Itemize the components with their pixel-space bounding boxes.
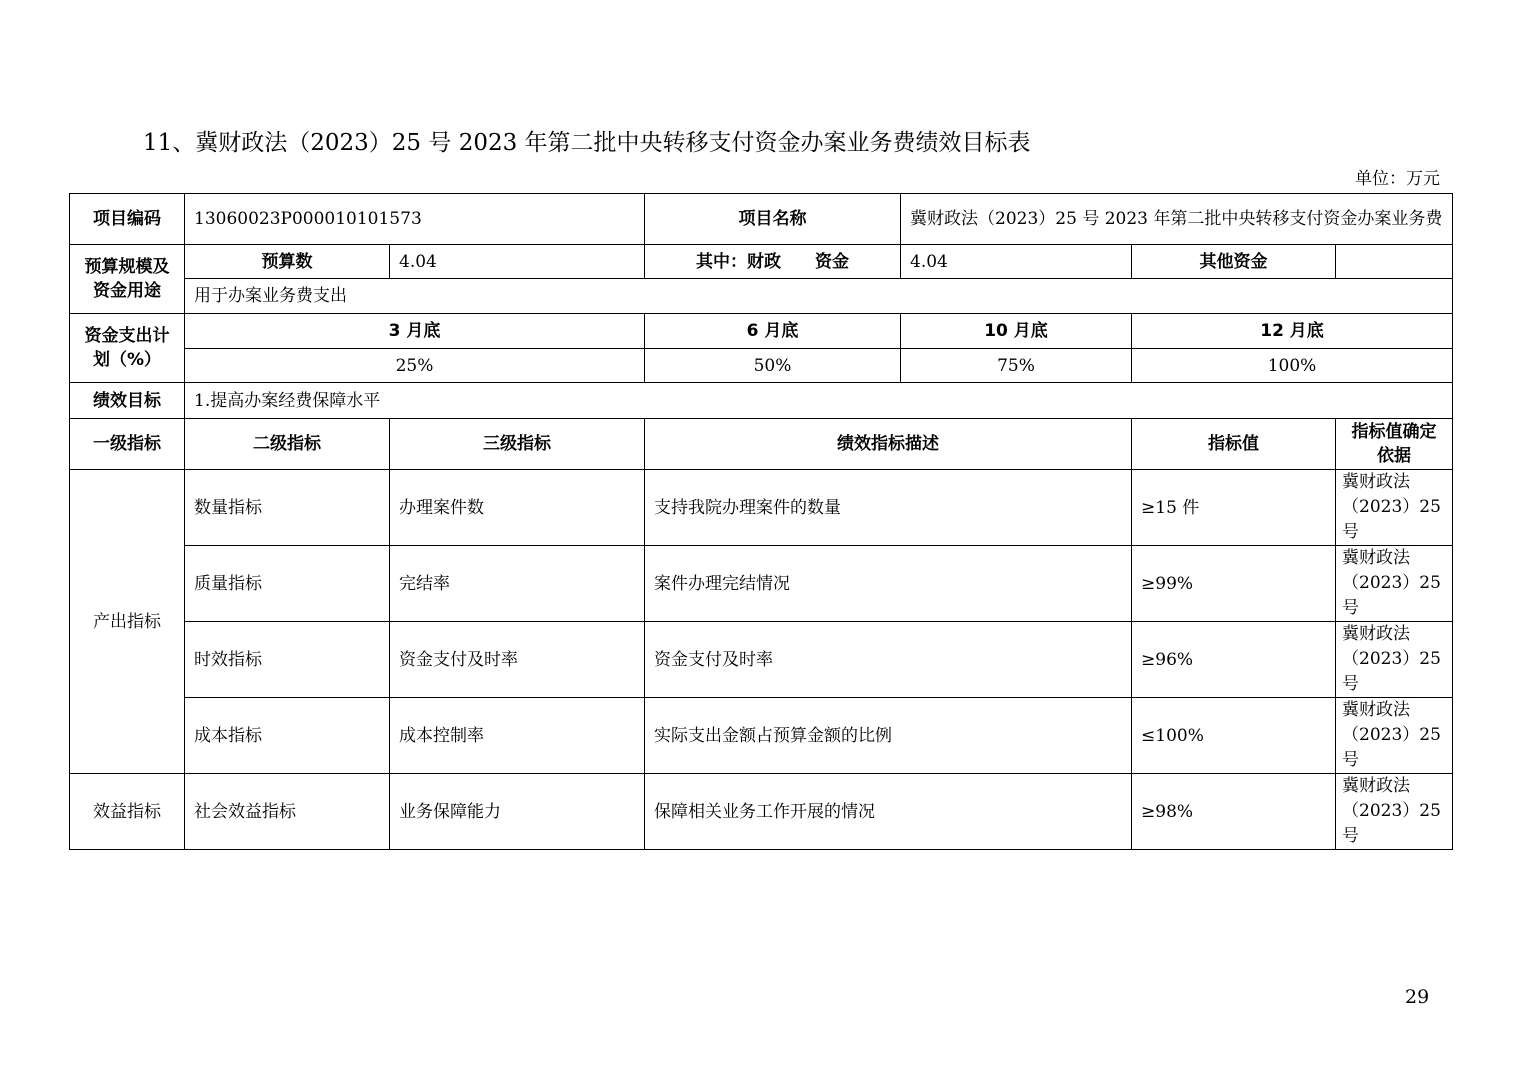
plan-value-december: 100% bbox=[1132, 349, 1453, 383]
level2-cell: 成本指标 bbox=[185, 698, 390, 774]
level2-cell: 时效指标 bbox=[185, 622, 390, 698]
plan-month-december: 12 月底 bbox=[1132, 314, 1453, 349]
level1-benefit: 效益指标 bbox=[70, 774, 185, 850]
level1-output: 产出指标 bbox=[70, 470, 185, 774]
project-code-value: 13060023P000010101573 bbox=[185, 194, 645, 245]
performance-target-table bbox=[69, 193, 1453, 850]
level3-cell: 资金支付及时率 bbox=[390, 622, 645, 698]
value-cell: ≥15 件 bbox=[1132, 470, 1336, 546]
level2-cell: 质量指标 bbox=[185, 546, 390, 622]
basis-cell: 冀财政法（2023）25 号 bbox=[1336, 698, 1453, 774]
basis-cell: 冀财政法（2023）25 号 bbox=[1336, 546, 1453, 622]
performance-goal-label: 绩效目标 bbox=[70, 383, 185, 419]
header-level1: 一级指标 bbox=[70, 419, 185, 470]
header-value: 指标值 bbox=[1132, 419, 1336, 470]
unit-label: 单位：万元 bbox=[1355, 169, 1440, 189]
table-row bbox=[70, 774, 1453, 850]
basis-cell: 冀财政法（2023）25 号 bbox=[1336, 470, 1453, 546]
level3-cell: 业务保障能力 bbox=[390, 774, 645, 850]
other-funds-label: 其他资金 bbox=[1132, 245, 1336, 279]
plan-value-october: 75% bbox=[901, 349, 1132, 383]
description-cell: 实际支出金额占预算金额的比例 bbox=[645, 698, 1132, 774]
description-cell: 案件办理完结情况 bbox=[645, 546, 1132, 622]
fund-usage: 用于办案业务费支出 bbox=[185, 279, 1453, 314]
page-number: 29 bbox=[1405, 986, 1430, 1008]
plan-value-june: 50% bbox=[645, 349, 901, 383]
project-code-label: 项目编码 bbox=[70, 194, 185, 245]
level3-cell: 办理案件数 bbox=[390, 470, 645, 546]
table-row bbox=[70, 698, 1453, 774]
description-cell: 支持我院办理案件的数量 bbox=[645, 470, 1132, 546]
description-cell: 保障相关业务工作开展的情况 bbox=[645, 774, 1132, 850]
plan-value-march: 25% bbox=[185, 349, 645, 383]
level2-cell: 数量指标 bbox=[185, 470, 390, 546]
spending-plan-label: 资金支出计划（%） bbox=[70, 314, 185, 383]
performance-goal-value: 1.提高办案经费保障水平 bbox=[185, 383, 1453, 419]
level2-cell: 社会效益指标 bbox=[185, 774, 390, 850]
header-description: 绩效指标描述 bbox=[645, 419, 1132, 470]
document-title: 11、冀财政法（2023）25 号 2023 年第二批中央转移支付资金办案业务费绩效目标表 bbox=[143, 130, 1031, 156]
budget-label: 预算数 bbox=[185, 245, 390, 279]
table-row bbox=[70, 470, 1453, 546]
fiscal-funds-label: 其中：财政 资金 bbox=[645, 245, 901, 279]
fiscal-funds-value: 4.04 bbox=[901, 245, 1132, 279]
header-level3: 三级指标 bbox=[390, 419, 645, 470]
table-row bbox=[70, 622, 1453, 698]
description-cell: 资金支付及时率 bbox=[645, 622, 1132, 698]
other-funds-value bbox=[1336, 245, 1453, 279]
plan-month-october: 10 月底 bbox=[901, 314, 1132, 349]
plan-month-june: 6 月底 bbox=[645, 314, 901, 349]
table-row bbox=[70, 546, 1453, 622]
budget-section-label: 预算规模及资金用途 bbox=[70, 245, 185, 314]
header-level2: 二级指标 bbox=[185, 419, 390, 470]
value-cell: ≥96% bbox=[1132, 622, 1336, 698]
level3-cell: 完结率 bbox=[390, 546, 645, 622]
basis-cell: 冀财政法（2023）25 号 bbox=[1336, 622, 1453, 698]
value-cell: ≤100% bbox=[1132, 698, 1336, 774]
basis-cell: 冀财政法（2023）25 号 bbox=[1336, 774, 1453, 850]
value-cell: ≥98% bbox=[1132, 774, 1336, 850]
project-name-value: 冀财政法（2023）25 号 2023 年第二批中央转移支付资金办案业务费 bbox=[901, 194, 1453, 245]
budget-value: 4.04 bbox=[390, 245, 645, 279]
value-cell: ≥99% bbox=[1132, 546, 1336, 622]
header-basis: 指标值确定依据 bbox=[1336, 419, 1453, 470]
level3-cell: 成本控制率 bbox=[390, 698, 645, 774]
project-name-label: 项目名称 bbox=[645, 194, 901, 245]
plan-month-march: 3 月底 bbox=[185, 314, 645, 349]
